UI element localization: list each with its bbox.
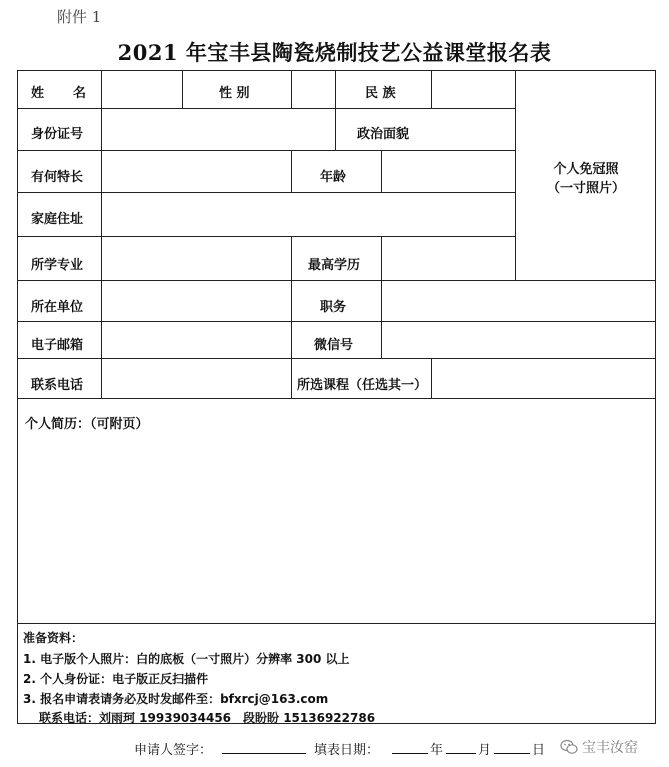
political-status-field[interactable]: [433, 109, 514, 149]
education-label: 最高学历: [308, 258, 361, 273]
ethnicity-field[interactable]: [433, 71, 514, 107]
resume-label: 个人简历：（可附页）: [25, 417, 149, 432]
major-field[interactable]: [103, 237, 290, 279]
name-field[interactable]: [103, 71, 181, 107]
cell-divider: [335, 70, 336, 108]
gender-label: 性 别: [219, 86, 250, 101]
age-label: 年龄: [320, 170, 347, 185]
age-field[interactable]: [383, 151, 514, 191]
cell-divider: [291, 150, 292, 192]
signature-blank[interactable]: [222, 739, 306, 754]
day-blank[interactable]: [494, 739, 530, 754]
id-number-field[interactable]: [103, 109, 334, 149]
month-blank[interactable]: [446, 739, 476, 754]
year-label: 年: [430, 743, 444, 758]
photo-label-line2: （一寸照片）: [546, 181, 625, 196]
label-column-divider: [101, 70, 102, 398]
cell-divider: [335, 108, 336, 150]
wechat-label: 微信号: [314, 338, 354, 353]
email-field[interactable]: [103, 322, 290, 357]
cell-divider: [381, 236, 382, 280]
cell-divider: [291, 236, 292, 280]
course-label: 所选课程（任选其一）: [297, 378, 428, 393]
cell-divider: [381, 150, 382, 192]
address-field[interactable]: [103, 193, 514, 235]
education-field[interactable]: [383, 237, 514, 279]
resume-field[interactable]: [18, 432, 654, 622]
address-label: 家庭住址: [31, 212, 84, 227]
phone-label: 联系电话: [31, 378, 84, 393]
row-line: [17, 623, 656, 624]
cell-divider: [381, 280, 382, 358]
attachment-label: 附件 1: [57, 8, 102, 26]
watermark-text: 宝丰汝窑: [582, 740, 638, 756]
position-label: 职务: [320, 300, 347, 315]
form-title: 2021 年宝丰县陶瓷烧制技艺公益课堂报名表: [117, 40, 552, 65]
cell-divider: [431, 70, 432, 108]
specialty-label: 有何特长: [31, 170, 84, 185]
employer-field[interactable]: [103, 281, 290, 320]
ethnicity-label: 民 族: [365, 86, 396, 101]
cell-divider: [291, 358, 292, 398]
signature-label: 申请人签字：: [134, 743, 213, 758]
month-label: 月: [478, 743, 492, 758]
phone-field[interactable]: [103, 359, 290, 397]
cell-divider: [182, 70, 183, 108]
watermark: [560, 737, 638, 757]
cell-divider: [431, 358, 432, 398]
table-border-left: [17, 70, 18, 724]
gender-field[interactable]: [293, 71, 334, 107]
date-label: 填表日期：: [314, 743, 380, 758]
employer-label: 所在单位: [31, 300, 84, 315]
registration-form-table: [17, 70, 656, 724]
name-label: 姓 名: [31, 86, 88, 101]
row-line: [17, 398, 656, 399]
position-field[interactable]: [383, 281, 654, 320]
email-label: 电子邮箱: [31, 338, 84, 353]
wechat-field[interactable]: [383, 322, 654, 357]
major-label: 所学专业: [31, 258, 84, 273]
id-number-label: 身份证号: [31, 127, 84, 142]
day-label: 日: [532, 743, 546, 758]
photo-label-line1: 个人免冠照: [553, 162, 619, 177]
specialty-field[interactable]: [103, 151, 290, 191]
materials-item-2: 2. 个人身份证：电子版正反扫描件: [23, 672, 209, 686]
contact-phones: 联系电话：刘雨珂 19939034456 段盼盼 15136922786: [39, 711, 376, 725]
political-status-label: 政治面貌: [357, 127, 410, 142]
wechat-icon: [560, 739, 578, 755]
materials-item-1: 1. 电子版个人照片：白的底板（一寸照片）分辨率 300 以上: [23, 652, 350, 666]
photo-placeholder[interactable]: [516, 78, 656, 280]
materials-heading: 准备资料：: [23, 631, 84, 645]
cell-divider: [291, 70, 292, 108]
year-blank[interactable]: [392, 739, 428, 754]
materials-item-3: 3. 报名申请表请务必及时发邮件至：bfxrcj@163.com: [23, 692, 329, 706]
cell-divider: [291, 280, 292, 358]
course-field[interactable]: [433, 359, 654, 397]
